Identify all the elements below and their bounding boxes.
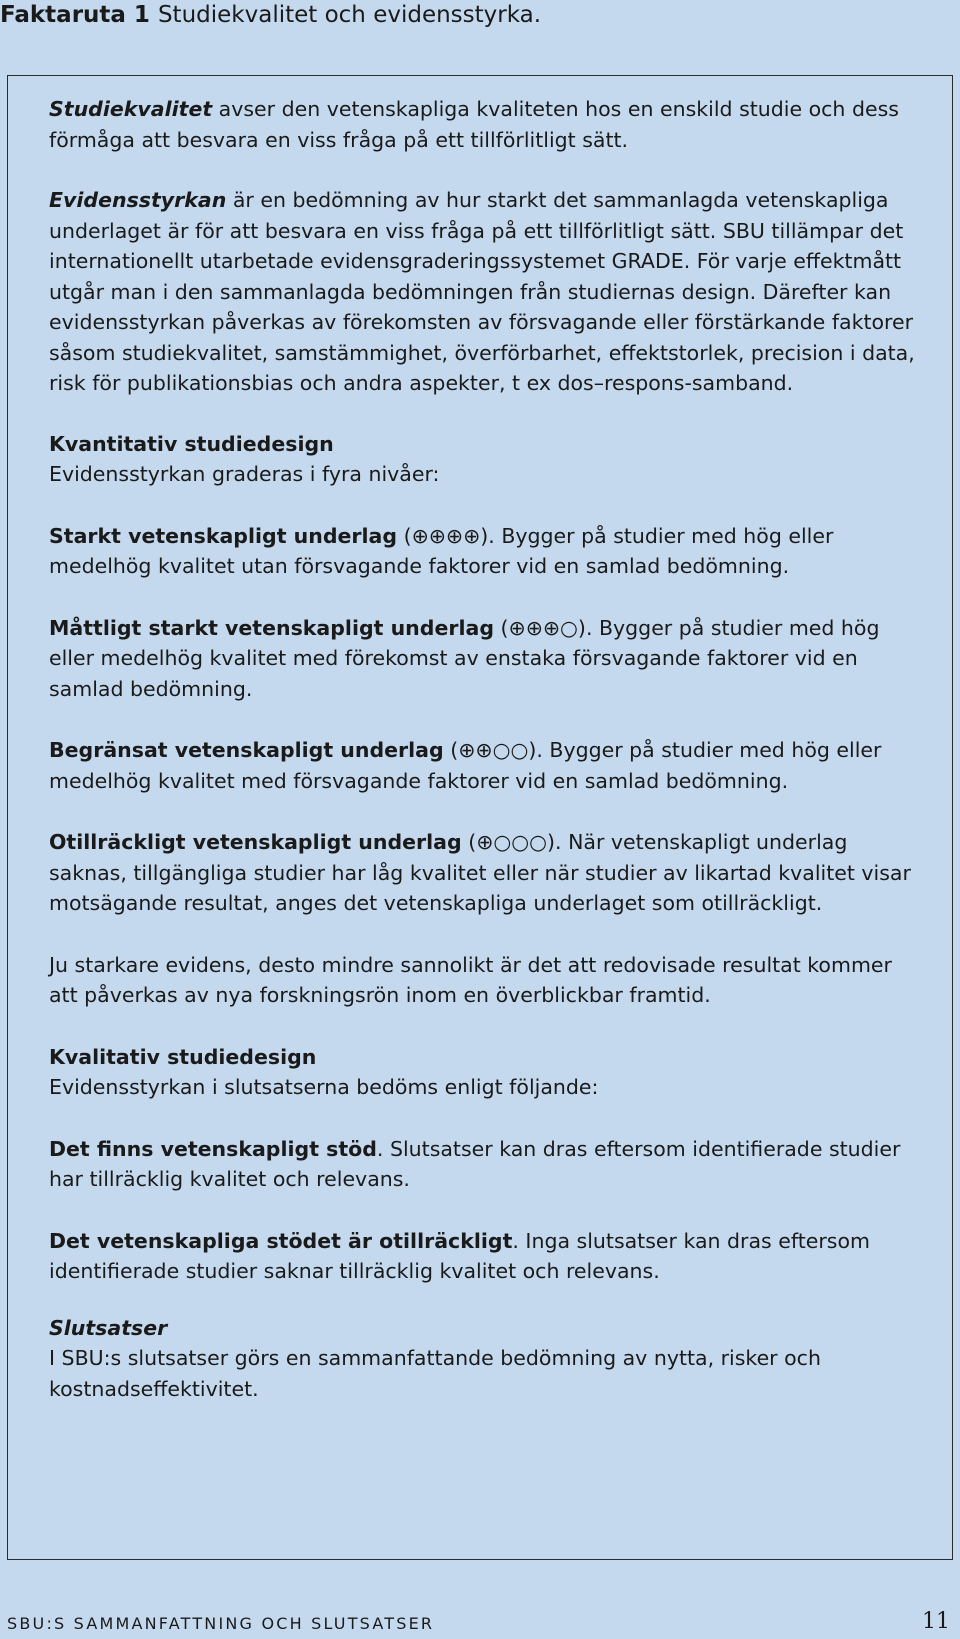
- faktaruta-label: Faktaruta 1: [0, 2, 150, 28]
- level-limited-text: . Bygger på studier med hög eller medelhög kvalitet med försvagande faktorer vid en samlad bedömning.: [49, 738, 882, 793]
- level-moderate-text: . Bygger på studier med hög eller medelhög kvalitet med förekomst av enstaka försvagande faktorer vid en samlad bedömning.: [49, 615, 880, 701]
- evidensstyrka-text: är en bedömning av hur starkt det sammanlagda vetenskapliga underlaget är för att besvara en viss fråga på ett tillförlitligt sätt. SBU tillämpar det internationellt utarbetade evidensgraderingssystemet GRADE. För varje effektmått utgår man i den sammanlagda bedömningen från studiernas design. Därefter kan evidensstyrkan påverkas av förekomsten av försvagande eller förstärkande faktorer såsom studiekvalitet, samstämmighet, överförbarhet, effektstorlek, precision i data, risk för publikationsbias och andra aspekter, t ex dos–respons-samband.: [49, 188, 915, 395]
- qual-level-insufficient: [49, 1226, 916, 1287]
- level-insufficient-label: Otillräckligt vetenskapligt underlag: [49, 830, 462, 854]
- level-limited-symbols: (⊕⊕○○): [443, 738, 537, 762]
- level-moderate-label: Måttligt starkt vetenskapligt underlag: [49, 615, 494, 640]
- qual-level-insufficient-label: Det vetenskapliga stödet är otillräckligt: [49, 1228, 513, 1253]
- running-head: SBU:S SAMMANFATTNING OCH SLUTSATSER: [7, 1614, 435, 1633]
- level-strong-symbols: (⊕⊕⊕⊕): [397, 523, 489, 548]
- evidensstyrka-term: Evidensstyrkan: [49, 188, 227, 212]
- kvantitativ-heading: Kvantitativ studiedesign: [49, 431, 334, 456]
- slutsatser-text: I SBU:s slutsatser görs en sammanfattande bedömning av nytta, risker och kostnadseffektivitet.: [49, 1346, 821, 1401]
- faktaruta-title-text: Studiekvalitet och evidensstyrka.: [157, 2, 542, 28]
- page-number: 11: [922, 1609, 950, 1634]
- qual-level-support-label: Det finns vetenskapligt stöd: [49, 1136, 377, 1161]
- studiekvalitet-paragraph: [49, 94, 916, 155]
- kvalitativ-intro: Evidensstyrkan i slutsatserna bedöms enligt följande:: [49, 1075, 599, 1099]
- kvantitativ-section: [49, 429, 916, 490]
- level-strong-label: Starkt vetenskapligt underlag: [49, 523, 398, 548]
- level-strong-text: . Bygger på studier med hög eller medelhög kvalitet utan försvagande faktorer vid en samlad bedömning.: [49, 523, 834, 578]
- kvantitativ-intro: Evidensstyrkan graderas i fyra nivåer:: [49, 462, 440, 486]
- kvalitativ-section: [49, 1042, 916, 1103]
- faktaruta-title: [0, 2, 541, 28]
- slutsatser-section: [49, 1313, 916, 1405]
- qual-level-support-text: . Slutsatser kan dras eftersom identifierade studier har tillräcklig kvalitet och relevans.: [49, 1136, 901, 1191]
- qual-level-support: [49, 1134, 916, 1195]
- slutsatser-heading: Slutsatser: [49, 1315, 168, 1340]
- level-limited-label: Begränsat vetenskapligt underlag: [49, 738, 444, 762]
- level-insufficient-text: . När vetenskapligt underlag saknas, tillgängliga studier har låg kvalitet eller när studier av likartad kvalitet visar motsägande resultat, anges det vetenskapliga underlaget som otillräckligt.: [49, 830, 911, 915]
- level-moderate-symbols: (⊕⊕⊕○): [494, 615, 586, 640]
- level-moderate: [49, 613, 916, 705]
- kvalitativ-heading: Kvalitativ studiedesign: [49, 1044, 317, 1069]
- level-insufficient: [49, 827, 916, 919]
- level-insufficient-symbols: (⊕○○○): [461, 830, 556, 854]
- faktaruta-box: [7, 75, 953, 1560]
- evidensstyrka-paragraph: [49, 185, 916, 399]
- studiekvalitet-text: avser den vetenskapliga kvaliteten hos en enskild studie och dess förmåga att besvara en viss fråga på ett tillförlitligt sätt.: [49, 97, 899, 152]
- level-limited: [49, 735, 916, 796]
- level-strong: [49, 521, 916, 582]
- studiekvalitet-term: Studiekvalitet: [49, 97, 213, 121]
- closing-paragraph: Ju starkare evidens, desto mindre sannolikt är det att redovisade resultat kommer att påverkas av nya forskningsrön inom en överblickbar framtid.: [49, 952, 892, 1007]
- qual-level-insufficient-text: . Inga slutsatser kan dras eftersom identifierade studier saknar tillräcklig kvalitet och relevans.: [49, 1228, 870, 1283]
